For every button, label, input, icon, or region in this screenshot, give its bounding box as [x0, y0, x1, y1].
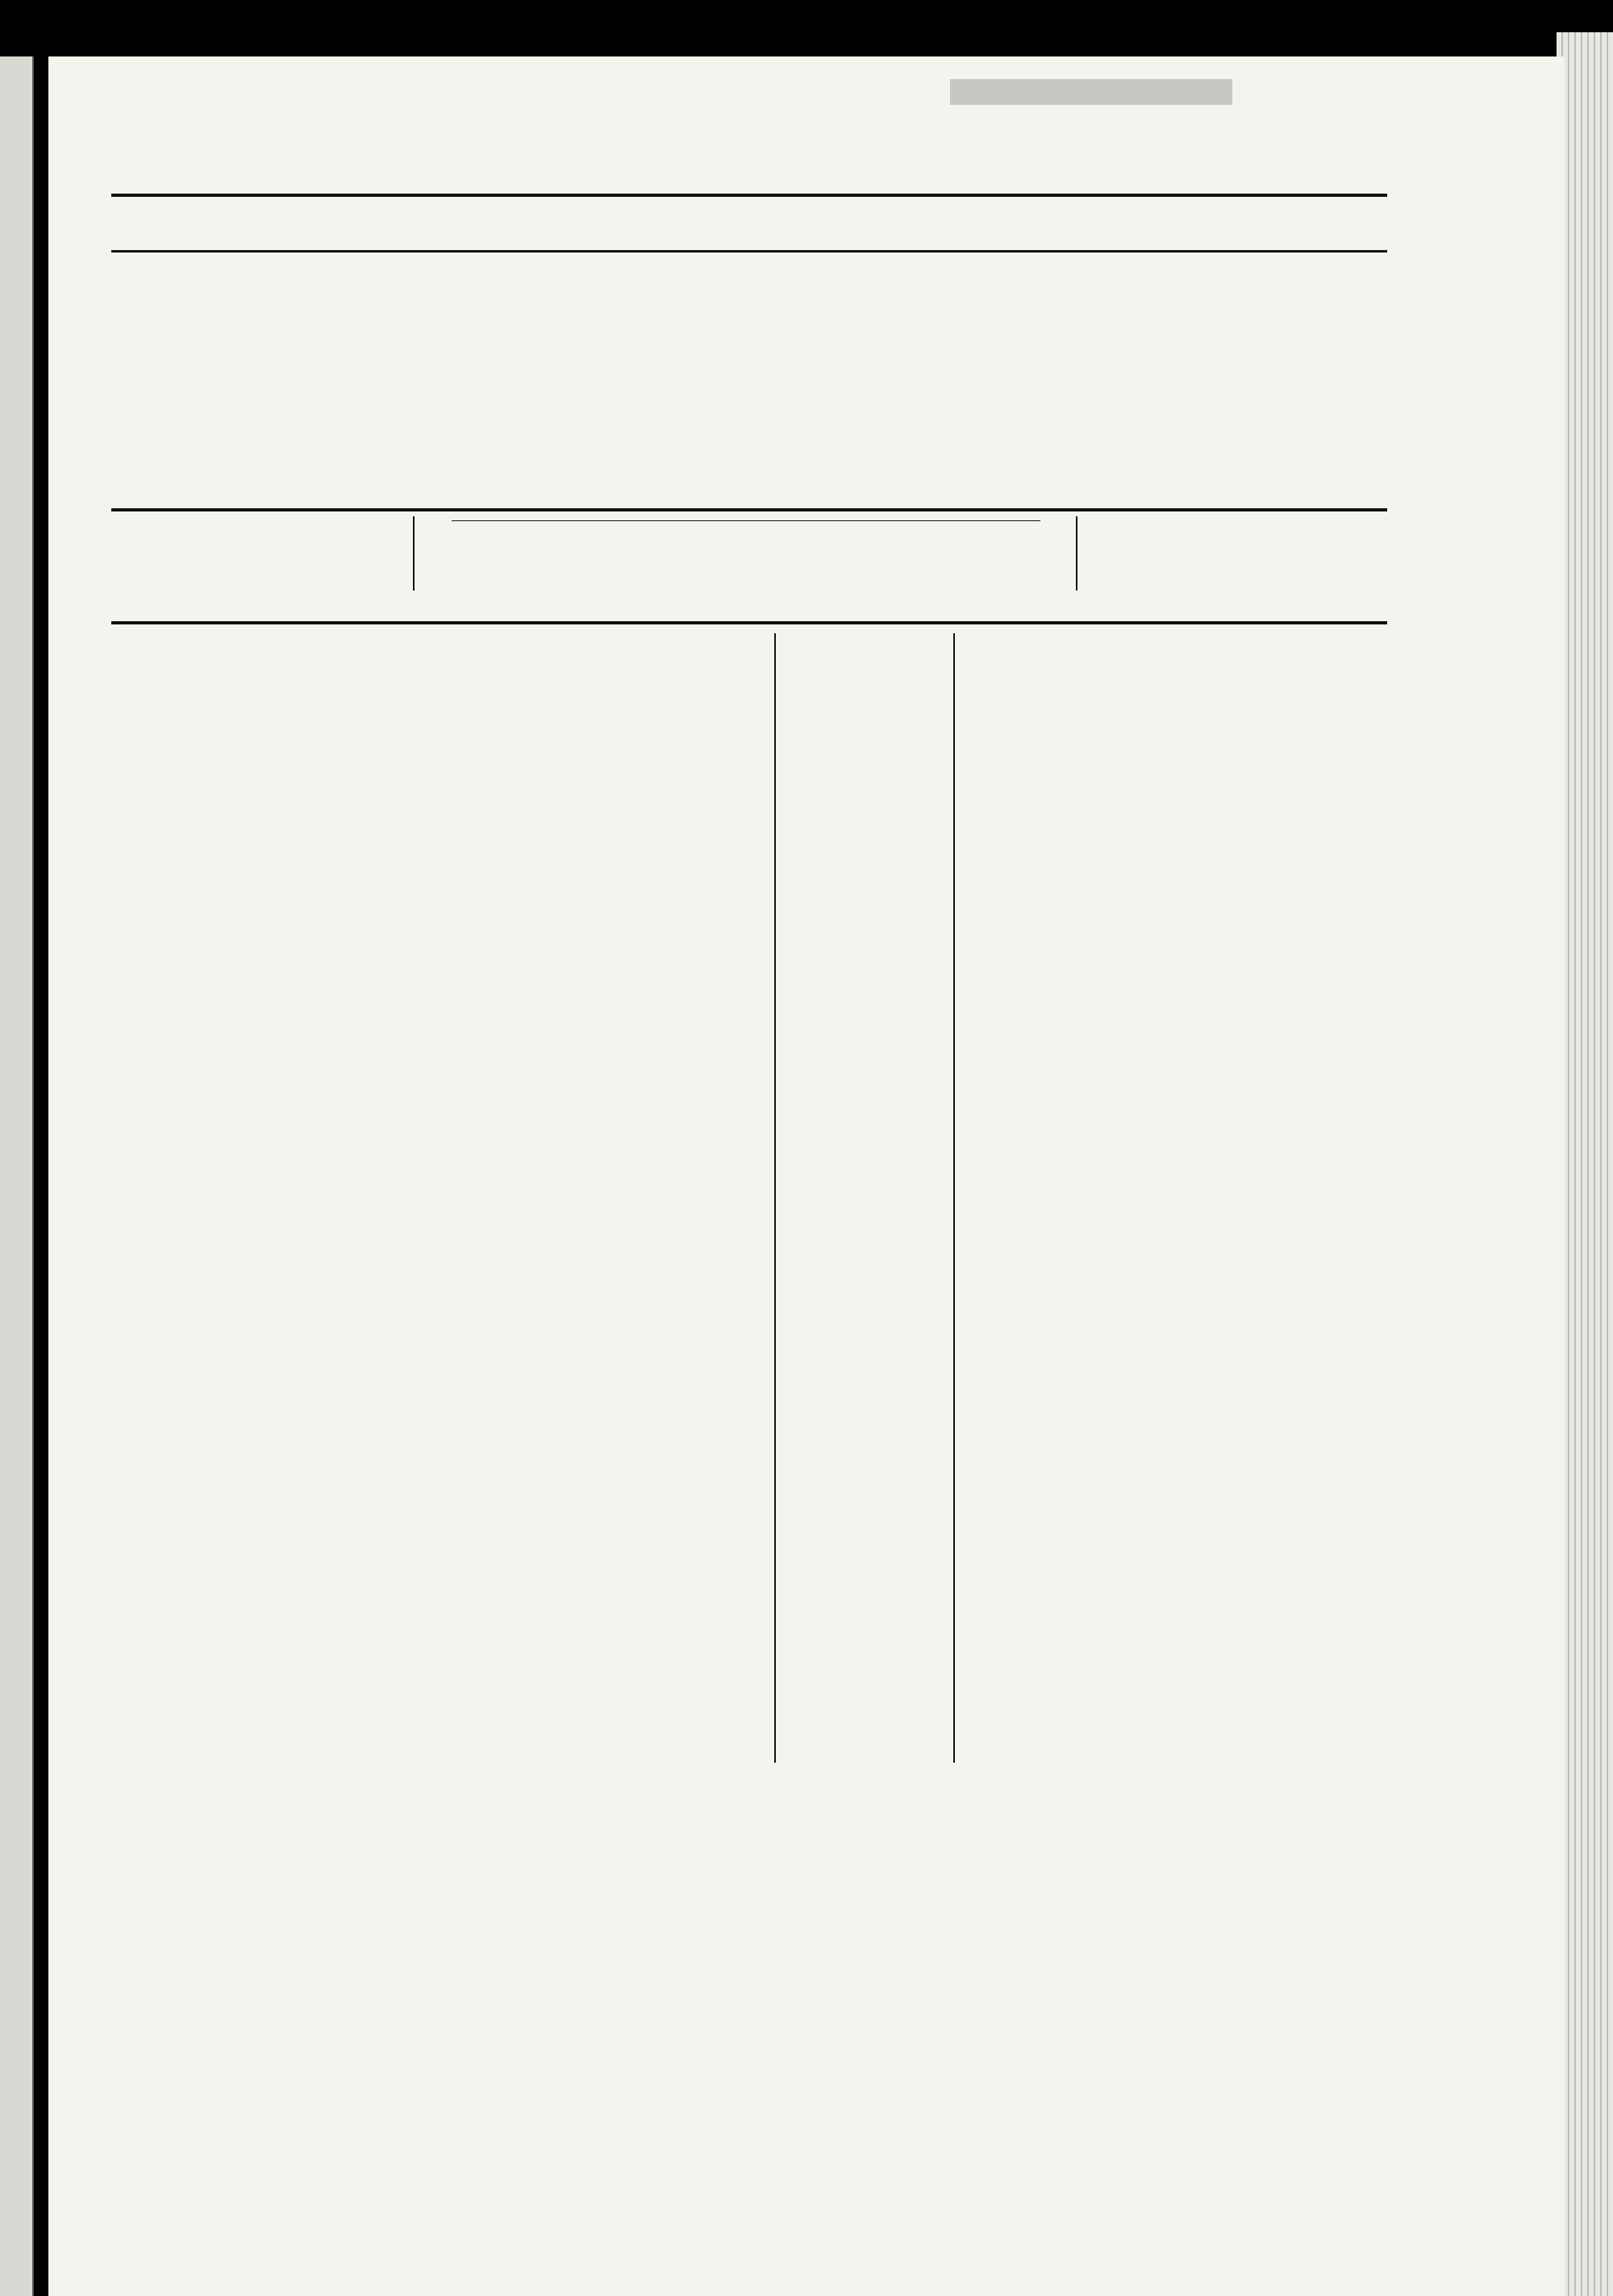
publisher-box [419, 518, 1073, 524]
infobar-divider [1076, 516, 1077, 591]
infobar-bottom-rule [111, 621, 1387, 624]
publisher-rule [452, 520, 1040, 521]
header-rule [111, 250, 1387, 253]
infobar-divider [413, 516, 415, 591]
adjacent-page-edge [0, 56, 34, 2296]
page-stack-edge [1557, 32, 1613, 2296]
column-divider [774, 633, 776, 1763]
column-divider [953, 633, 955, 1763]
infobar-top-rule [111, 508, 1387, 511]
spacer [782, 636, 783, 637]
library-stamp [950, 79, 1232, 105]
top-rule [111, 194, 1387, 197]
article-column-1 [121, 636, 766, 1765]
article-column-2 [784, 636, 945, 1765]
